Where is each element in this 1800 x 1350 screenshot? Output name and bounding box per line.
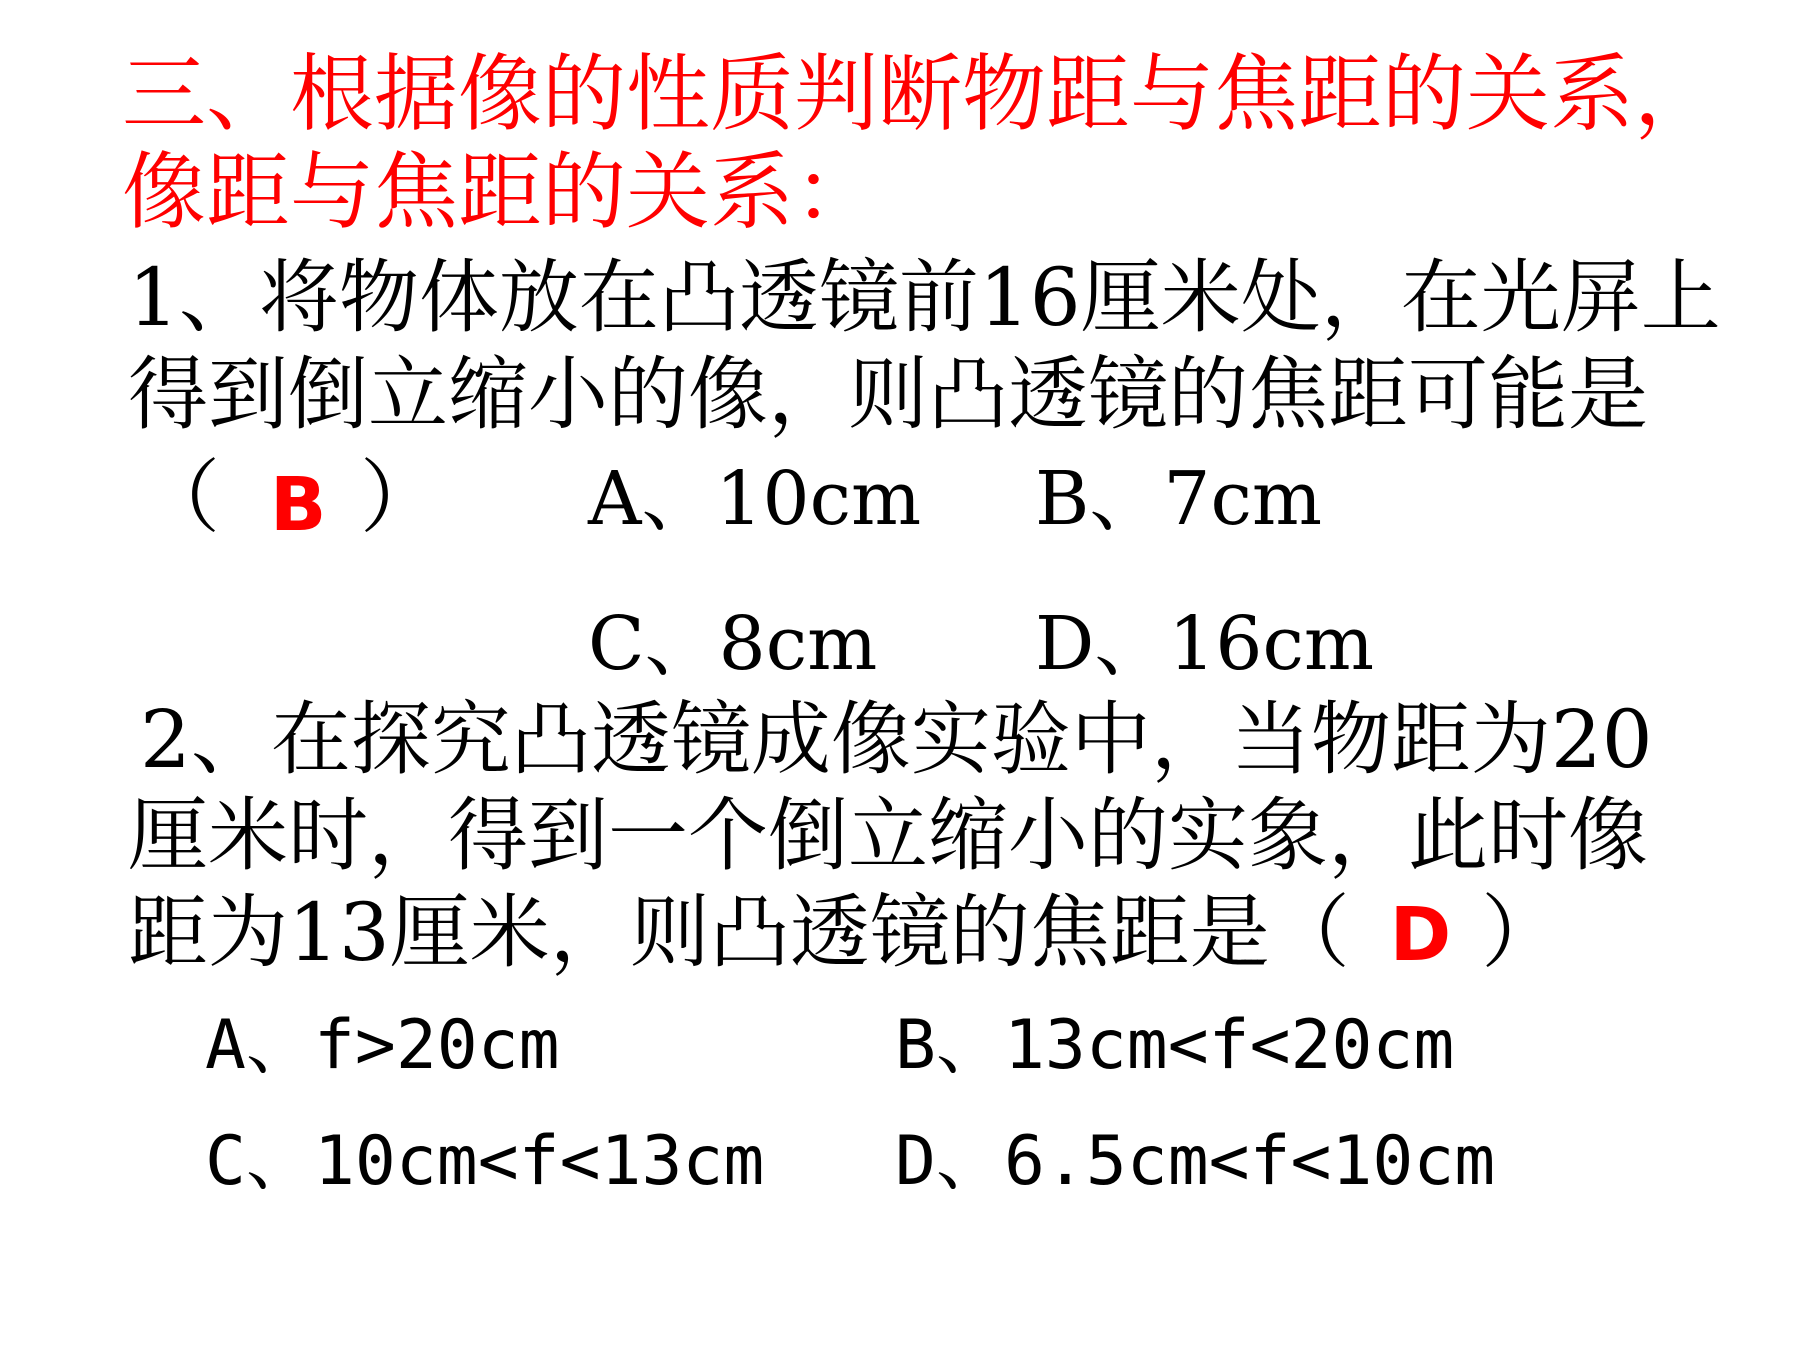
q1-option-a: A、10cm (588, 456, 922, 542)
q1-text-line-1: 1、将物体放在凸透镜前16厘米处，在光屏上 (128, 251, 1721, 344)
q2-paren-close: ） (1481, 886, 1562, 979)
q2-text-line-2: 厘米时，得到一个倒立缩小的实象，此时像 (128, 789, 1648, 882)
section-title-line-2: 像距与焦距的关系： (122, 143, 879, 241)
q2-option-c: C、10cm<f<13cm (205, 1122, 765, 1201)
q2-option-a: A、f>20cm (205, 1006, 560, 1085)
q1-answer: B (270, 462, 327, 548)
q2-text-line-1: 2、在探究凸透镜成像实验中，当物距为20 (140, 693, 1653, 786)
q1-paren-open: （ (140, 451, 220, 544)
q2-text-line-3 (128, 886, 1562, 979)
q1-text-line-2: 得到倒立缩小的像，则凸透镜的焦距可能是 (128, 348, 1648, 441)
q1-option-b: B、7cm (1035, 456, 1323, 542)
q1-option-c: C、8cm (588, 601, 878, 687)
q2-text-line-3-prefix: 距为13厘米，则凸透镜的焦距是（ (128, 886, 1350, 979)
q2-option-d: D、6.5cm<f<10cm (895, 1122, 1496, 1201)
section-title-line-1: 三、根据像的性质判断物距与焦距的关系， (122, 45, 1719, 143)
q2-answer: D (1389, 892, 1452, 978)
q2-option-b: B、13cm<f<20cm (895, 1006, 1455, 1085)
q1-paren-close: ） (360, 451, 440, 544)
q1-option-d: D、16cm (1035, 601, 1375, 687)
